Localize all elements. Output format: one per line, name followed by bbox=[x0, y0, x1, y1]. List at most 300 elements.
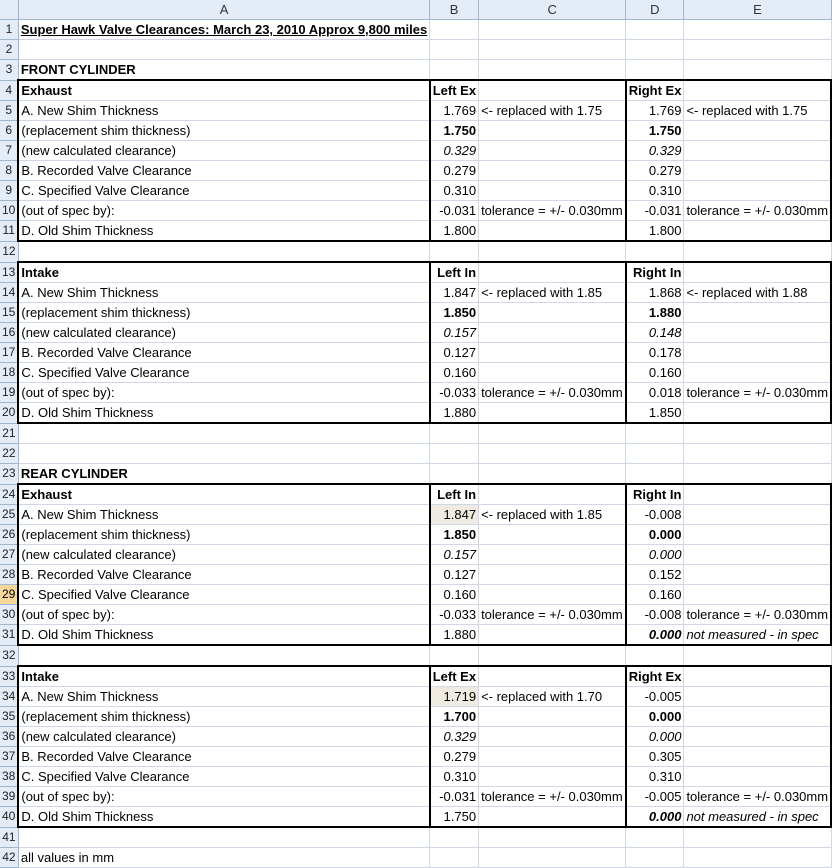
cell-a4[interactable]: Exhaust bbox=[18, 80, 429, 101]
row-header[interactable]: 33 bbox=[0, 666, 18, 687]
table-row bbox=[0, 241, 831, 262]
cell-e3[interactable] bbox=[684, 60, 831, 81]
row-header[interactable]: 16 bbox=[0, 323, 18, 343]
cell-b3[interactable] bbox=[430, 60, 479, 81]
cell-a2[interactable] bbox=[18, 40, 429, 60]
cell-d29[interactable]: 0.160 bbox=[626, 585, 684, 605]
cell-a14[interactable]: A. New Shim Thickness bbox=[18, 283, 429, 303]
row-header[interactable]: 21 bbox=[0, 423, 18, 444]
cell-b31[interactable]: 1.880 bbox=[430, 625, 479, 646]
cell-e4[interactable] bbox=[684, 80, 831, 101]
cell-a12[interactable] bbox=[18, 241, 429, 262]
column-header-a[interactable]: A bbox=[18, 0, 429, 20]
cell-c35[interactable] bbox=[479, 707, 626, 727]
row-header[interactable]: 27 bbox=[0, 545, 18, 565]
cell-a1[interactable]: Super Hawk Valve Clearances: March 23, 2010 Approx 9,800 miles bbox=[18, 20, 429, 40]
cell-e32[interactable] bbox=[684, 645, 831, 666]
cell-e12[interactable] bbox=[684, 241, 831, 262]
row-header[interactable]: 28 bbox=[0, 565, 18, 585]
row-header[interactable]: 31 bbox=[0, 625, 18, 646]
table-row bbox=[0, 141, 831, 161]
cell-e21[interactable] bbox=[684, 423, 831, 444]
cell-d35[interactable]: 0.000 bbox=[626, 707, 684, 727]
cell-a8[interactable]: B. Recorded Valve Clearance bbox=[18, 161, 429, 181]
cell-c40[interactable] bbox=[479, 807, 626, 828]
cell-d16[interactable]: 0.148 bbox=[626, 323, 684, 343]
row-header[interactable]: 4 bbox=[0, 80, 18, 101]
cell-c17[interactable] bbox=[479, 343, 626, 363]
cell-c12[interactable] bbox=[479, 241, 626, 262]
column-header-e[interactable]: E bbox=[684, 0, 831, 20]
cell-e34[interactable] bbox=[684, 687, 831, 707]
table-row bbox=[0, 464, 831, 485]
cell-c28[interactable] bbox=[479, 565, 626, 585]
cell-d15[interactable]: 1.880 bbox=[626, 303, 684, 323]
row-header[interactable]: 22 bbox=[0, 444, 18, 464]
row-header[interactable]: 39 bbox=[0, 787, 18, 807]
cell-e14[interactable]: <- replaced with 1.88 bbox=[684, 283, 831, 303]
cell-d37[interactable]: 0.305 bbox=[626, 747, 684, 767]
row-header[interactable]: 37 bbox=[0, 747, 18, 767]
cell-b25[interactable]: 1.847 bbox=[430, 505, 479, 525]
cell-b6[interactable]: 1.750 bbox=[430, 121, 479, 141]
row-header[interactable]: 17 bbox=[0, 343, 18, 363]
cell-d10[interactable]: -0.031 bbox=[626, 201, 684, 221]
cell-b21[interactable] bbox=[430, 423, 479, 444]
cell-b11[interactable]: 1.800 bbox=[430, 221, 479, 242]
cell-d32[interactable] bbox=[626, 645, 684, 666]
table-row bbox=[0, 707, 831, 727]
cell-a41[interactable] bbox=[18, 827, 429, 848]
cell-c21[interactable] bbox=[479, 423, 626, 444]
table-row bbox=[0, 60, 831, 81]
row-header[interactable]: 13 bbox=[0, 262, 18, 283]
cell-c25[interactable]: <- replaced with 1.85 bbox=[479, 505, 626, 525]
cell-c34[interactable]: <- replaced with 1.70 bbox=[479, 687, 626, 707]
table-row bbox=[0, 161, 831, 181]
row-header[interactable]: 24 bbox=[0, 484, 18, 505]
cell-a28[interactable]: B. Recorded Valve Clearance bbox=[18, 565, 429, 585]
table-row bbox=[0, 201, 831, 221]
cell-d1[interactable] bbox=[626, 20, 684, 40]
table-row bbox=[0, 767, 831, 787]
row-header[interactable]: 26 bbox=[0, 525, 18, 545]
cell-b38[interactable]: 0.310 bbox=[430, 767, 479, 787]
cell-d12[interactable] bbox=[626, 241, 684, 262]
cell-d20[interactable]: 1.850 bbox=[626, 403, 684, 424]
cell-c20[interactable] bbox=[479, 403, 626, 424]
row-header[interactable]: 10 bbox=[0, 201, 18, 221]
row-header[interactable]: 20 bbox=[0, 403, 18, 424]
cell-b5[interactable]: 1.769 bbox=[430, 101, 479, 121]
table-row bbox=[0, 727, 831, 747]
cell-a20[interactable]: D. Old Shim Thickness bbox=[18, 403, 429, 424]
cell-d22[interactable] bbox=[626, 444, 684, 464]
cell-b26[interactable]: 1.850 bbox=[430, 525, 479, 545]
cell-c36[interactable] bbox=[479, 727, 626, 747]
row-header[interactable]: 19 bbox=[0, 383, 18, 403]
cell-b37[interactable]: 0.279 bbox=[430, 747, 479, 767]
table-row bbox=[0, 827, 831, 848]
table-row bbox=[0, 221, 831, 242]
cell-a31[interactable]: D. Old Shim Thickness bbox=[18, 625, 429, 646]
table-row bbox=[0, 20, 831, 40]
row-header[interactable]: 12 bbox=[0, 241, 18, 262]
cell-d38[interactable]: 0.310 bbox=[626, 767, 684, 787]
cell-d27[interactable]: 0.000 bbox=[626, 545, 684, 565]
table-row bbox=[0, 121, 831, 141]
cell-d4[interactable]: Right Ex bbox=[626, 80, 684, 101]
cell-d14[interactable]: 1.868 bbox=[626, 283, 684, 303]
cell-a35[interactable]: (replacement shim thickness) bbox=[18, 707, 429, 727]
cell-d6[interactable]: 1.750 bbox=[626, 121, 684, 141]
cell-e16[interactable] bbox=[684, 323, 831, 343]
cell-c33[interactable] bbox=[479, 666, 626, 687]
cell-d34[interactable]: -0.005 bbox=[626, 687, 684, 707]
cell-d25[interactable]: -0.008 bbox=[626, 505, 684, 525]
row-header[interactable]: 9 bbox=[0, 181, 18, 201]
cell-c10[interactable]: tolerance = +/- 0.030mm bbox=[479, 201, 626, 221]
cell-a5[interactable]: A. New Shim Thickness bbox=[18, 101, 429, 121]
cell-e15[interactable] bbox=[684, 303, 831, 323]
row-header[interactable]: 34 bbox=[0, 687, 18, 707]
cell-b28[interactable]: 0.127 bbox=[430, 565, 479, 585]
cell-c41[interactable] bbox=[479, 827, 626, 848]
cell-b41[interactable] bbox=[430, 827, 479, 848]
cell-b22[interactable] bbox=[430, 444, 479, 464]
cell-c24[interactable] bbox=[479, 484, 626, 505]
cell-d23[interactable] bbox=[626, 464, 684, 485]
cell-b36[interactable]: 0.329 bbox=[430, 727, 479, 747]
cell-b7[interactable]: 0.329 bbox=[430, 141, 479, 161]
table-row bbox=[0, 343, 831, 363]
cell-e22[interactable] bbox=[684, 444, 831, 464]
cell-d42[interactable] bbox=[626, 848, 684, 868]
cell-a36[interactable]: (new calculated clearance) bbox=[18, 727, 429, 747]
cell-a24[interactable]: Exhaust bbox=[18, 484, 429, 505]
cell-d17[interactable]: 0.178 bbox=[626, 343, 684, 363]
cell-a30[interactable]: (out of spec by): bbox=[18, 605, 429, 625]
cell-d2[interactable] bbox=[626, 40, 684, 60]
row-header[interactable]: 30 bbox=[0, 605, 18, 625]
cell-d8[interactable]: 0.279 bbox=[626, 161, 684, 181]
table-row bbox=[0, 383, 831, 403]
row-header[interactable]: 32 bbox=[0, 645, 18, 666]
cell-c11[interactable] bbox=[479, 221, 626, 242]
cell-b2[interactable] bbox=[430, 40, 479, 60]
cell-a18[interactable]: C. Specified Valve Clearance bbox=[18, 363, 429, 383]
cell-a13[interactable]: Intake bbox=[18, 262, 429, 283]
column-header-c[interactable]: C bbox=[479, 0, 626, 20]
table-row bbox=[0, 80, 831, 101]
cell-a9[interactable]: C. Specified Valve Clearance bbox=[18, 181, 429, 201]
cell-e20[interactable] bbox=[684, 403, 831, 424]
cell-e37[interactable] bbox=[684, 747, 831, 767]
cell-b30[interactable]: -0.033 bbox=[430, 605, 479, 625]
cell-d30[interactable]: -0.008 bbox=[626, 605, 684, 625]
cell-c14[interactable]: <- replaced with 1.85 bbox=[479, 283, 626, 303]
cell-e39[interactable]: tolerance = +/- 0.030mm bbox=[684, 787, 831, 807]
cell-d19[interactable]: 0.018 bbox=[626, 383, 684, 403]
cell-b19[interactable]: -0.033 bbox=[430, 383, 479, 403]
cell-e31[interactable]: not measured - in spec bbox=[684, 625, 831, 646]
cell-a40[interactable]: D. Old Shim Thickness bbox=[18, 807, 429, 828]
cell-e25[interactable] bbox=[684, 505, 831, 525]
row-header[interactable]: 7 bbox=[0, 141, 18, 161]
row-header[interactable]: 18 bbox=[0, 363, 18, 383]
table-row bbox=[0, 403, 831, 424]
cell-b39[interactable]: -0.031 bbox=[430, 787, 479, 807]
table-row bbox=[0, 40, 831, 60]
cell-e13[interactable] bbox=[684, 262, 831, 283]
table-row bbox=[0, 283, 831, 303]
cell-b8[interactable]: 0.279 bbox=[430, 161, 479, 181]
cell-c5[interactable]: <- replaced with 1.75 bbox=[479, 101, 626, 121]
table-row bbox=[0, 303, 831, 323]
cell-d18[interactable]: 0.160 bbox=[626, 363, 684, 383]
select-all-corner[interactable] bbox=[0, 0, 18, 20]
cell-a16[interactable]: (new calculated clearance) bbox=[18, 323, 429, 343]
cell-a7[interactable]: (new calculated clearance) bbox=[18, 141, 429, 161]
cell-b32[interactable] bbox=[430, 645, 479, 666]
cell-e36[interactable] bbox=[684, 727, 831, 747]
cell-d33[interactable]: Right Ex bbox=[626, 666, 684, 687]
cell-c13[interactable] bbox=[479, 262, 626, 283]
cell-a29[interactable]: C. Specified Valve Clearance bbox=[18, 585, 429, 605]
cell-c42[interactable] bbox=[479, 848, 626, 868]
cell-b18[interactable]: 0.160 bbox=[430, 363, 479, 383]
cell-e2[interactable] bbox=[684, 40, 831, 60]
cell-b34[interactable]: 1.719 bbox=[430, 687, 479, 707]
cell-e40[interactable]: not measured - in spec bbox=[684, 807, 831, 828]
cell-b17[interactable]: 0.127 bbox=[430, 343, 479, 363]
row-header[interactable]: 14 bbox=[0, 283, 18, 303]
cell-a39[interactable]: (out of spec by): bbox=[18, 787, 429, 807]
cell-d3[interactable] bbox=[626, 60, 684, 81]
cell-b1[interactable] bbox=[430, 20, 479, 40]
row-header[interactable]: 25 bbox=[0, 505, 18, 525]
row-header[interactable]: 15 bbox=[0, 303, 18, 323]
cell-c2[interactable] bbox=[479, 40, 626, 60]
cell-d41[interactable] bbox=[626, 827, 684, 848]
cell-c19[interactable]: tolerance = +/- 0.030mm bbox=[479, 383, 626, 403]
cell-e35[interactable] bbox=[684, 707, 831, 727]
cell-a19[interactable]: (out of spec by): bbox=[18, 383, 429, 403]
cell-a17[interactable]: B. Recorded Valve Clearance bbox=[18, 343, 429, 363]
cell-e18[interactable] bbox=[684, 363, 831, 383]
row-header[interactable]: 38 bbox=[0, 767, 18, 787]
table-row bbox=[0, 262, 831, 283]
cell-e33[interactable] bbox=[684, 666, 831, 687]
table-row bbox=[0, 585, 831, 605]
cell-e5[interactable]: <- replaced with 1.75 bbox=[684, 101, 831, 121]
cell-d31[interactable]: 0.000 bbox=[626, 625, 684, 646]
cell-b23[interactable] bbox=[430, 464, 479, 485]
cell-c27[interactable] bbox=[479, 545, 626, 565]
row-header[interactable]: 1 bbox=[0, 20, 18, 40]
cell-e38[interactable] bbox=[684, 767, 831, 787]
cell-d11[interactable]: 1.800 bbox=[626, 221, 684, 242]
row-header[interactable]: 35 bbox=[0, 707, 18, 727]
cell-a21[interactable] bbox=[18, 423, 429, 444]
table-row bbox=[0, 323, 831, 343]
cell-c9[interactable] bbox=[479, 181, 626, 201]
cell-a37[interactable]: B. Recorded Valve Clearance bbox=[18, 747, 429, 767]
cell-a25[interactable]: A. New Shim Thickness bbox=[18, 505, 429, 525]
cell-b15[interactable]: 1.850 bbox=[430, 303, 479, 323]
cell-c16[interactable] bbox=[479, 323, 626, 343]
cell-c22[interactable] bbox=[479, 444, 626, 464]
table-row bbox=[0, 787, 831, 807]
cell-b35[interactable]: 1.700 bbox=[430, 707, 479, 727]
cell-e27[interactable] bbox=[684, 545, 831, 565]
cell-b9[interactable]: 0.310 bbox=[430, 181, 479, 201]
table-row bbox=[0, 101, 831, 121]
cell-b29[interactable]: 0.160 bbox=[430, 585, 479, 605]
row-header[interactable]: 11 bbox=[0, 221, 18, 242]
cell-e30[interactable]: tolerance = +/- 0.030mm bbox=[684, 605, 831, 625]
cell-a34[interactable]: A. New Shim Thickness bbox=[18, 687, 429, 707]
table-row bbox=[0, 444, 831, 464]
cell-c7[interactable] bbox=[479, 141, 626, 161]
table-row bbox=[0, 687, 831, 707]
table-row bbox=[0, 525, 831, 545]
table-row bbox=[0, 423, 831, 444]
cell-e29[interactable] bbox=[684, 585, 831, 605]
table-row bbox=[0, 565, 831, 585]
row-header[interactable]: 40 bbox=[0, 807, 18, 828]
cell-e42[interactable] bbox=[684, 848, 831, 868]
table-row bbox=[0, 807, 831, 828]
cell-a32[interactable] bbox=[18, 645, 429, 666]
row-header[interactable]: 23 bbox=[0, 464, 18, 485]
cell-d24[interactable]: Right In bbox=[626, 484, 684, 505]
cell-e8[interactable] bbox=[684, 161, 831, 181]
cell-c15[interactable] bbox=[479, 303, 626, 323]
cell-e41[interactable] bbox=[684, 827, 831, 848]
cell-a22[interactable] bbox=[18, 444, 429, 464]
table-row bbox=[0, 666, 831, 687]
cell-d5[interactable]: 1.769 bbox=[626, 101, 684, 121]
cell-b4[interactable]: Left Ex bbox=[430, 80, 479, 101]
row-header[interactable]: 29 bbox=[0, 585, 18, 605]
cell-e1[interactable] bbox=[684, 20, 831, 40]
cell-c3[interactable] bbox=[479, 60, 626, 81]
cell-b33[interactable]: Left Ex bbox=[430, 666, 479, 687]
cell-a6[interactable]: (replacement shim thickness) bbox=[18, 121, 429, 141]
cell-e24[interactable] bbox=[684, 484, 831, 505]
cell-e23[interactable] bbox=[684, 464, 831, 485]
cell-a27[interactable]: (new calculated clearance) bbox=[18, 545, 429, 565]
cell-b10[interactable]: -0.031 bbox=[430, 201, 479, 221]
cell-e7[interactable] bbox=[684, 141, 831, 161]
table-row bbox=[0, 545, 831, 565]
cell-b14[interactable]: 1.847 bbox=[430, 283, 479, 303]
table-row bbox=[0, 625, 831, 646]
cell-b42[interactable] bbox=[430, 848, 479, 868]
cell-e10[interactable]: tolerance = +/- 0.030mm bbox=[684, 201, 831, 221]
cell-a33[interactable]: Intake bbox=[18, 666, 429, 687]
cell-c26[interactable] bbox=[479, 525, 626, 545]
cell-d26[interactable]: 0.000 bbox=[626, 525, 684, 545]
row-header[interactable]: 2 bbox=[0, 40, 18, 60]
column-header-b[interactable]: B bbox=[430, 0, 479, 20]
cell-c29[interactable] bbox=[479, 585, 626, 605]
cell-c38[interactable] bbox=[479, 767, 626, 787]
cell-a38[interactable]: C. Specified Valve Clearance bbox=[18, 767, 429, 787]
cell-c30[interactable]: tolerance = +/- 0.030mm bbox=[479, 605, 626, 625]
row-header[interactable]: 36 bbox=[0, 727, 18, 747]
cell-c39[interactable]: tolerance = +/- 0.030mm bbox=[479, 787, 626, 807]
table-row bbox=[0, 747, 831, 767]
cell-a15[interactable]: (replacement shim thickness) bbox=[18, 303, 429, 323]
cell-e26[interactable] bbox=[684, 525, 831, 545]
cell-c37[interactable] bbox=[479, 747, 626, 767]
cell-d21[interactable] bbox=[626, 423, 684, 444]
cell-e19[interactable]: tolerance = +/- 0.030mm bbox=[684, 383, 831, 403]
cell-e6[interactable] bbox=[684, 121, 831, 141]
cell-b24[interactable]: Left In bbox=[430, 484, 479, 505]
cell-b16[interactable]: 0.157 bbox=[430, 323, 479, 343]
cell-b12[interactable] bbox=[430, 241, 479, 262]
cell-a10[interactable]: (out of spec by): bbox=[18, 201, 429, 221]
cell-c31[interactable] bbox=[479, 625, 626, 646]
cell-e17[interactable] bbox=[684, 343, 831, 363]
cell-e11[interactable] bbox=[684, 221, 831, 242]
cell-c23[interactable] bbox=[479, 464, 626, 485]
cell-c18[interactable] bbox=[479, 363, 626, 383]
row-header[interactable]: 5 bbox=[0, 101, 18, 121]
cell-b40[interactable]: 1.750 bbox=[430, 807, 479, 828]
cell-a26[interactable]: (replacement shim thickness) bbox=[18, 525, 429, 545]
cell-b13[interactable]: Left In bbox=[430, 262, 479, 283]
cell-d9[interactable]: 0.310 bbox=[626, 181, 684, 201]
cell-c1[interactable] bbox=[479, 20, 626, 40]
table-row bbox=[0, 484, 831, 505]
cell-d7[interactable]: 0.329 bbox=[626, 141, 684, 161]
cell-c8[interactable] bbox=[479, 161, 626, 181]
cell-a23[interactable]: REAR CYLINDER bbox=[18, 464, 429, 485]
row-header[interactable]: 3 bbox=[0, 60, 18, 81]
table-row bbox=[0, 363, 831, 383]
cell-d39[interactable]: -0.005 bbox=[626, 787, 684, 807]
cell-b27[interactable]: 0.157 bbox=[430, 545, 479, 565]
cell-a11[interactable]: D. Old Shim Thickness bbox=[18, 221, 429, 242]
cell-d36[interactable]: 0.000 bbox=[626, 727, 684, 747]
cell-d13[interactable]: Right In bbox=[626, 262, 684, 283]
cell-d40[interactable]: 0.000 bbox=[626, 807, 684, 828]
cell-d28[interactable]: 0.152 bbox=[626, 565, 684, 585]
cell-a42[interactable]: all values in mm bbox=[18, 848, 429, 868]
table-row bbox=[0, 645, 831, 666]
table-row bbox=[0, 605, 831, 625]
row-header[interactable]: 6 bbox=[0, 121, 18, 141]
table-row bbox=[0, 848, 831, 868]
row-header[interactable]: 41 bbox=[0, 827, 18, 848]
cell-b20[interactable]: 1.880 bbox=[430, 403, 479, 424]
table-row bbox=[0, 181, 831, 201]
row-header[interactable]: 8 bbox=[0, 161, 18, 181]
table-row bbox=[0, 505, 831, 525]
column-header-d[interactable]: D bbox=[626, 0, 684, 20]
cell-c6[interactable] bbox=[479, 121, 626, 141]
cell-a3[interactable]: FRONT CYLINDER bbox=[18, 60, 429, 81]
cell-e9[interactable] bbox=[684, 181, 831, 201]
row-header[interactable]: 42 bbox=[0, 848, 18, 868]
cell-c4[interactable] bbox=[479, 80, 626, 101]
cell-e28[interactable] bbox=[684, 565, 831, 585]
cell-c32[interactable] bbox=[479, 645, 626, 666]
